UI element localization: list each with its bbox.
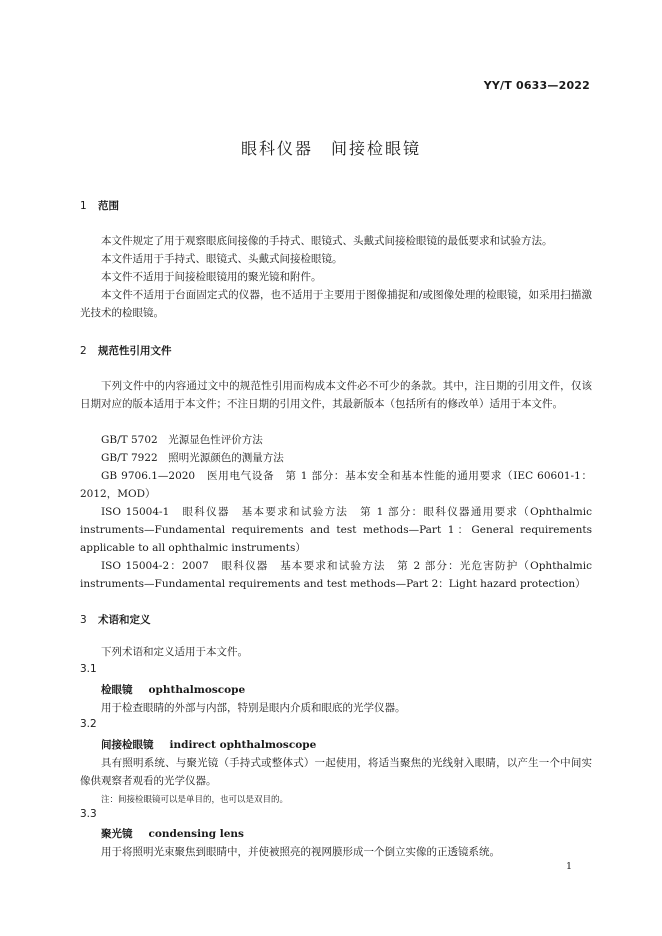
term-note: 注：间接检眼镜可以是单目的，也可以是双目的。 [101, 795, 289, 805]
reference-item: GB/T 5702 光源显色性评价方法 [101, 434, 263, 446]
term-heading [101, 682, 245, 697]
term-cn: 聚光镜 [101, 828, 133, 840]
term-heading [101, 826, 244, 841]
term-en: indirect ophthalmoscope [169, 739, 317, 751]
paragraph: 下列文件中的内容通过文中的规范性引用而构成本文件必不可少的条款。其中，注日期的引用文件，仅该日期对应的版本适用于本文件；不注日期的引用文件，其最新版本（包括所有的修改单）适用于本文件。 [80, 380, 592, 410]
section-number: 2 [80, 345, 87, 357]
section-number: 1 [80, 200, 87, 212]
term-cn: 间接检眼镜 [101, 739, 154, 751]
section-title: 规范性引用文件 [98, 345, 172, 357]
reference-item: ISO 15004-1 眼科仪器 基本要求和试验方法 第 1 部分：眼科仪器通用要求（Ophthalmic instruments—Fundamental requirements and test methods—Part 1：General requirements applicable to all ophthalmic instruments） [80, 506, 592, 554]
term-en: ophthalmoscope [148, 684, 246, 696]
reference-item: GB/T 7922 照明光源颜色的测量方法 [101, 452, 284, 464]
term-number: 3.1 [80, 663, 97, 675]
page-number: 1 [565, 861, 572, 872]
paragraph: 下列术语和定义适用于本文件。 [101, 646, 248, 658]
term-definition: 用于检查眼睛的外部与内部，特别是眼内介质和眼底的光学仪器。 [101, 702, 406, 714]
section-1-heading [80, 198, 119, 213]
section-number: 3 [80, 614, 87, 626]
document-title: 眼科仪器 间接检眼镜 [240, 139, 421, 158]
standard-number: YY/T 0633—2022 [483, 79, 590, 92]
section-3-heading [80, 612, 151, 627]
term-number: 3.3 [80, 808, 97, 820]
term-definition: 用于将照明光束聚焦到眼睛中，并使被照亮的视网膜形成一个倒立实像的正透镜系统。 [101, 846, 500, 858]
reference-item: GB 9706.1—2020 医用电气设备 第 1 部分：基本安全和基本性能的通用要求（IEC 60601-1：2012，MOD） [80, 470, 592, 500]
reference-item: ISO 15004-2：2007 眼科仪器 基本要求和试验方法 第 2 部分：光危害防护（Ophthalmic instruments—Fundamental requirements and test methods—Part 2：Light hazard protection） [80, 560, 592, 590]
paragraph: 本文件不适用于台面固定式的仪器，也不适用于主要用于图像捕捉和/或图像处理的检眼镜，如采用扫描激光技术的检眼镜。 [80, 289, 592, 319]
section-2-heading [80, 343, 172, 358]
term-definition: 具有照明系统、与聚光镜（手持式或整体式）一起使用，将适当聚焦的光线射入眼睛，以产生一个中间实像供观察者观看的光学仪器。 [80, 757, 592, 787]
paragraph: 本文件规定了用于观察眼底间接像的手持式、眼镜式、头戴式间接检眼镜的最低要求和试验方法。 [101, 235, 553, 247]
term-number: 3.2 [80, 718, 97, 730]
section-title: 术语和定义 [98, 614, 151, 626]
term-heading [101, 737, 316, 752]
term-cn: 检眼镜 [101, 684, 133, 696]
paragraph: 本文件不适用于间接检眼镜用的聚光镜和附件。 [101, 271, 322, 283]
section-title: 范围 [98, 200, 119, 212]
paragraph: 本文件适用于手持式、眼镜式、头戴式间接检眼镜。 [101, 253, 343, 265]
term-en: condensing lens [148, 828, 244, 840]
